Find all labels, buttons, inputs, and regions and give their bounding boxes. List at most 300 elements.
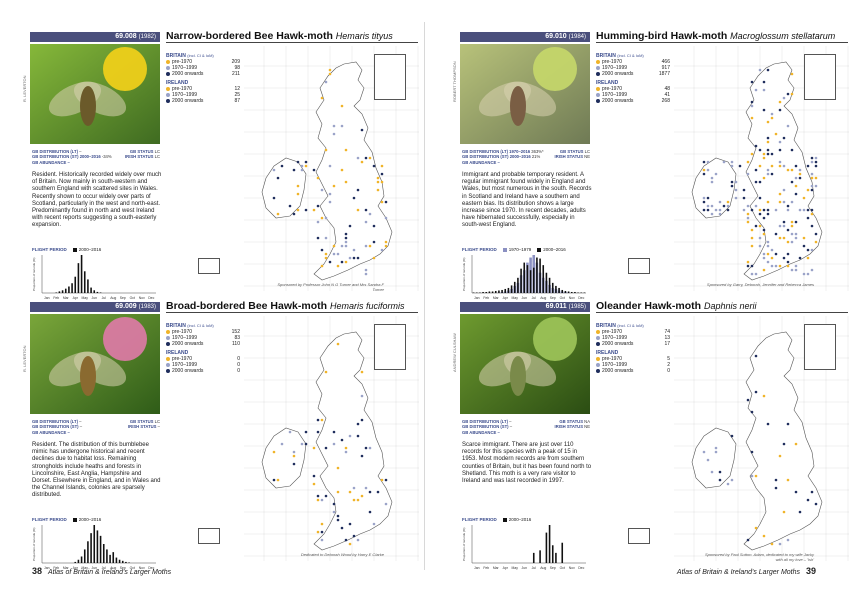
channel-islands-inset (198, 528, 220, 544)
record-dot (755, 355, 758, 358)
record-dot (807, 499, 810, 502)
flight-bar (100, 292, 102, 293)
legend-dot (166, 72, 170, 76)
flight-bar (87, 279, 89, 293)
record-dot (767, 141, 770, 144)
ireland-rows (596, 86, 676, 104)
record-dot (811, 269, 814, 272)
record-dot (381, 181, 384, 184)
record-dot (333, 133, 336, 136)
month-tick-label: May (81, 296, 88, 300)
record-dot (361, 129, 364, 132)
record-dot (783, 237, 786, 240)
record-dot (329, 201, 332, 204)
record-dot (815, 185, 818, 188)
moth-illustration (30, 44, 160, 144)
record-dot (365, 487, 368, 490)
record-dot (791, 221, 794, 224)
flight-bar (508, 288, 510, 293)
ireland-rows (596, 356, 676, 374)
record-dot (755, 273, 758, 276)
record-dot (759, 69, 762, 72)
species-title (166, 30, 393, 42)
record-dot (357, 157, 360, 160)
record-dot (719, 209, 722, 212)
record-dot (329, 193, 332, 196)
record-dot (791, 233, 794, 236)
record-dot (779, 543, 782, 546)
record-dot (723, 161, 726, 164)
flight-period-chart: FLIGHT PERIOD 2000–2016 Proportion of records (%) Jan Feb Mar Apr May Jun Jul Aug Sep Oct Nov Dec (462, 517, 585, 570)
record-dot (807, 189, 810, 192)
record-dot (353, 249, 356, 252)
moth-body (80, 356, 96, 396)
record-dot (329, 73, 332, 76)
record-dot (759, 209, 762, 212)
record-dot (779, 149, 782, 152)
month-tick-label: Jun (521, 296, 527, 300)
record-dot (763, 395, 766, 398)
record-dot (779, 237, 782, 240)
record-dot (731, 181, 734, 184)
record-dot (353, 535, 356, 538)
record-dot (799, 511, 802, 514)
record-dot (305, 431, 308, 434)
record-dot (341, 527, 344, 530)
footer-right (677, 566, 820, 576)
species-entry (452, 30, 850, 300)
record-dot (373, 225, 376, 228)
record-dot (369, 245, 372, 248)
record-dot (775, 253, 778, 256)
species-description: Resident. Historically recorded widely over much of Britain. Now mainly in south-western and southern England with scattered sites in Wales. Recently shown to occur widely over parts of Scotland, particularly in the west and north-east. Predominantly found in north and west Ireland with recent reports suggesting a south-easterly expansion. (32, 172, 162, 229)
record-dot (759, 245, 762, 248)
flight-bar (523, 263, 525, 293)
month-tick-label: May (511, 566, 518, 570)
record-counts (166, 320, 246, 374)
record-dot (297, 193, 300, 196)
shetland-inset (374, 324, 406, 370)
record-dot (795, 185, 798, 188)
record-dot (807, 249, 810, 252)
month-tick-label: Jan (44, 296, 50, 300)
record-dot (365, 157, 368, 160)
record-dot (333, 245, 336, 248)
record-dot (751, 209, 754, 212)
record-dot (341, 245, 344, 248)
record-dot (349, 435, 352, 438)
record-dot (293, 213, 296, 216)
record-dot (759, 197, 762, 200)
record-dot (767, 213, 770, 216)
record-dot (767, 201, 770, 204)
legend-dot (166, 342, 170, 346)
record-dot (703, 197, 706, 200)
count-row: 1970–1999 98 (166, 65, 246, 71)
shetland-inset (804, 324, 836, 370)
record-dot (381, 249, 384, 252)
month-tick-label: Nov (138, 296, 145, 300)
record-dot (377, 491, 380, 494)
flight-bar (542, 265, 544, 293)
record-dot (305, 209, 308, 212)
record-dot (751, 153, 754, 156)
record-dot (751, 81, 754, 84)
record-dot (795, 177, 798, 180)
record-dot (325, 237, 328, 240)
month-tick-label: Jun (91, 566, 97, 570)
legend-dot (596, 87, 600, 91)
photo-credit: ANDREW CULSHAW (452, 333, 457, 372)
record-dot (763, 209, 766, 212)
flight-bar (555, 553, 557, 563)
month-tick-label: Aug (540, 296, 547, 300)
record-dot (345, 241, 348, 244)
record-dot (767, 245, 770, 248)
legend-dot (596, 357, 600, 361)
species-title (166, 300, 404, 312)
record-dot (787, 479, 790, 482)
flight-bar (78, 560, 80, 563)
sponsor-credit: Dedicated to Deborah Wood by Harry E Clarke (300, 552, 384, 557)
month-tick-label: Oct (559, 296, 565, 300)
book-title: Atlas of Britain & Ireland's Larger Moths (47, 569, 172, 576)
flight-bar (504, 289, 506, 293)
britain-header: BRITAIN (incl. CI & IoM) (166, 323, 214, 329)
record-dot (357, 539, 360, 542)
record-dot (815, 165, 818, 168)
flight-bar (546, 533, 548, 563)
record-dot (341, 439, 344, 442)
ireland-header: IRELAND (596, 350, 619, 356)
legend-dot (596, 60, 600, 64)
status-block: GB DISTRIBUTION (LT) 1970–2016 363%* GB STATUS LC GB DISTRIBUTION (ST) 2000–2016 21% IRISH STATUS NE GB ABUNDANCE – (462, 149, 590, 165)
record-dot (763, 229, 766, 232)
record-dot (313, 447, 316, 450)
month-tick-label: Apr (502, 566, 508, 570)
record-dot (751, 273, 754, 276)
record-dot (703, 169, 706, 172)
record-dot (811, 213, 814, 216)
record-dot (293, 451, 296, 454)
record-dot (321, 419, 324, 422)
record-dot (277, 213, 280, 216)
record-dot (763, 157, 766, 160)
record-dot (791, 225, 794, 228)
flight-period-chart: FLIGHT PERIOD 2000–2016 Proportion of records (%) Jan Feb Mar Apr May Jun Jul Aug Sep Oct Nov Dec (32, 517, 155, 570)
record-dot (779, 193, 782, 196)
record-dot (787, 93, 790, 96)
flight-bar (520, 269, 522, 293)
sponsor-credit: Sponsored by Paul Sutton. Adam, dedicated to my wife Jacky with all my love – 'Ish' (704, 552, 814, 562)
legend-dot (596, 66, 600, 70)
record-dot (791, 169, 794, 172)
flight-bar (93, 525, 95, 563)
record-dot (301, 169, 304, 172)
record-dot (795, 237, 798, 240)
record-dot (767, 121, 770, 124)
record-dot (751, 245, 754, 248)
record-dot (321, 499, 324, 502)
month-tick-label: Nov (568, 296, 575, 300)
record-dot (357, 423, 360, 426)
title-rule (596, 312, 848, 313)
record-dot (353, 499, 356, 502)
record-dot (759, 237, 762, 240)
record-dot (759, 225, 762, 228)
flight-bar (514, 282, 516, 293)
month-tick-label: Feb (483, 296, 490, 300)
record-dot (759, 149, 762, 152)
record-dot (803, 273, 806, 276)
record-dot (767, 149, 770, 152)
flight-bar (561, 543, 563, 563)
record-dot (715, 173, 718, 176)
species-description: Resident. The distribution of this bumblebee mimic has undergone historical and recent declines due to habitat loss. Remaining strongholds include heaths and forests in Lincolnshire, East Anglia, Hampshire and Dorset. Elsewhere in England, and in Wales and the Channel Islands, colonies are sparsely distributed. (32, 442, 161, 499)
record-dot (727, 205, 730, 208)
record-dot (811, 185, 814, 188)
record-dot (361, 161, 364, 164)
flight-bar (97, 292, 99, 293)
record-dot (747, 539, 750, 542)
month-tick-label: Feb (53, 296, 60, 300)
record-dot (751, 229, 754, 232)
ireland-header: IRELAND (596, 80, 619, 86)
flight-bar (65, 289, 67, 293)
flight-bar (527, 265, 529, 293)
record-dot (803, 245, 806, 248)
record-dot (365, 245, 368, 248)
month-tick-label: Jan (474, 566, 480, 570)
record-counts (596, 50, 676, 104)
britain-rows (596, 59, 676, 77)
record-dot (381, 479, 384, 482)
photo-credit: ROBERT THOMPSON (452, 61, 457, 102)
record-dot (349, 257, 352, 260)
record-dot (301, 443, 304, 446)
record-dot (385, 217, 388, 220)
flight-bar (128, 562, 130, 563)
record-dot (273, 169, 276, 172)
record-dot (313, 475, 316, 478)
record-dot (345, 447, 348, 450)
record-dot (751, 265, 754, 268)
count-row: 1970–1999 13 (596, 335, 676, 341)
month-tick-label: Jul (531, 566, 536, 570)
record-dot (349, 225, 352, 228)
record-dot (377, 181, 380, 184)
record-dot (795, 165, 798, 168)
flight-bar (81, 255, 83, 293)
count-row: 2000 onwards 0 (596, 368, 676, 374)
record-dot (305, 161, 308, 164)
flight-bar (577, 292, 579, 293)
record-dot (763, 89, 766, 92)
ireland-outline (262, 428, 306, 488)
flight-bar (122, 561, 124, 563)
record-dot (345, 261, 348, 264)
record-dot (779, 101, 782, 104)
flower (103, 317, 147, 361)
record-dot (731, 165, 734, 168)
record-dot (771, 265, 774, 268)
record-dot (369, 511, 372, 514)
record-dot (791, 181, 794, 184)
record-dot (349, 543, 352, 546)
record-dot (763, 233, 766, 236)
flight-bar (555, 286, 557, 293)
record-dot (763, 81, 766, 84)
record-dot (703, 173, 706, 176)
record-dot (707, 169, 710, 172)
record-dot (775, 265, 778, 268)
record-dot (703, 161, 706, 164)
record-dot (751, 475, 754, 478)
flight-bar (517, 278, 519, 293)
record-dot (329, 165, 332, 168)
latin-name: Daphnis nerii (703, 301, 757, 311)
britain-header: BRITAIN (incl. CI & IoM) (596, 323, 644, 329)
record-dot (357, 257, 360, 260)
flight-bar (536, 258, 538, 293)
record-dot (731, 435, 734, 438)
month-tick-label: Feb (483, 566, 490, 570)
flight-bar (539, 550, 541, 563)
month-tick-label: Aug (110, 296, 117, 300)
record-dot (321, 189, 324, 192)
record-dot (289, 205, 292, 208)
record-dot (369, 157, 372, 160)
flight-bar (119, 560, 121, 563)
record-dot (751, 451, 754, 454)
flight-bar (78, 263, 80, 293)
legend-dot (596, 93, 600, 97)
flight-bar (511, 285, 513, 293)
month-tick-label: Jun (521, 566, 527, 570)
legend-dot (596, 336, 600, 340)
page-number: 38 (32, 566, 43, 576)
ireland-outline (692, 158, 736, 218)
latin-name: Hemaris tityus (335, 31, 393, 41)
record-dot (353, 257, 356, 260)
record-dot (703, 451, 706, 454)
flight-bar (539, 259, 541, 293)
record-dot (723, 205, 726, 208)
month-tick-label: Jan (474, 296, 480, 300)
record-dot (807, 217, 810, 220)
record-dot (707, 209, 710, 212)
flight-period-chart: FLIGHT PERIOD 2000–2016 Proportion of records (%) Jan Feb Mar Apr May Jun Jul Aug Sep Oct Nov Dec (32, 247, 155, 300)
record-dot (273, 451, 276, 454)
flight-bar (571, 292, 573, 293)
record-dot (787, 205, 790, 208)
record-dot (767, 169, 770, 172)
ireland-outline (262, 158, 306, 218)
record-dot (325, 217, 328, 220)
record-dot (783, 97, 786, 100)
record-dot (321, 97, 324, 100)
record-dot (783, 201, 786, 204)
britain-rows (166, 329, 246, 347)
record-dot (787, 169, 790, 172)
record-dot (321, 249, 324, 252)
count-row: pre-1970 209 (166, 59, 246, 65)
record-dot (731, 161, 734, 164)
record-dot (767, 241, 770, 244)
moth-body (510, 356, 526, 396)
count-row: 2000 onwards 17 (596, 341, 676, 347)
record-dot (715, 209, 718, 212)
y-axis-label: Proportion of records (%) (32, 257, 36, 291)
flight-bar (87, 541, 89, 563)
record-dot (329, 261, 332, 264)
record-dot (775, 133, 778, 136)
ireland-rows (166, 356, 246, 374)
moth-body (510, 86, 526, 126)
record-dot (313, 483, 316, 486)
record-dot (795, 269, 798, 272)
record-dot (795, 491, 798, 494)
distribution-map (244, 46, 419, 291)
record-dot (803, 209, 806, 212)
common-name: Humming-bird Hawk-moth (596, 30, 728, 42)
record-dot (807, 257, 810, 260)
record-dot (369, 447, 372, 450)
flight-bar (90, 288, 92, 293)
record-dot (747, 221, 750, 224)
count-row: pre-1970 0 (166, 356, 246, 362)
record-dot (337, 491, 340, 494)
record-dot (731, 479, 734, 482)
record-dot (317, 495, 320, 498)
record-dot (783, 189, 786, 192)
flower (533, 47, 577, 91)
record-dot (795, 221, 798, 224)
record-dot (321, 217, 324, 220)
count-row: 2000 onwards 211 (166, 71, 246, 77)
record-dot (341, 169, 344, 172)
record-dot (293, 463, 296, 466)
month-tick-label: Nov (138, 566, 145, 570)
latin-name: Macroglossum stellatarum (730, 31, 836, 41)
record-dot (811, 225, 814, 228)
record-dot (787, 241, 790, 244)
flight-bar (479, 292, 481, 293)
record-dot (755, 169, 758, 172)
flower (533, 317, 577, 361)
record-dot (333, 443, 336, 446)
record-dot (333, 431, 336, 434)
count-row: 2000 onwards 268 (596, 98, 676, 104)
month-tick-label: Feb (53, 566, 60, 570)
record-dot (779, 165, 782, 168)
record-dot (353, 487, 356, 490)
month-tick-label: Sep (119, 296, 126, 300)
y-axis-label: Proportion of records (%) (462, 257, 466, 291)
month-tick-label: Jul (101, 296, 106, 300)
status-block: GB DISTRIBUTION (LT) – GB STATUS LC GB DISTRIBUTION (ST) 2000–2016 -34% IRISH STATUS LC GB ABUNDANCE – (32, 149, 160, 165)
record-dot (787, 209, 790, 212)
record-dot (791, 149, 794, 152)
flight-bar (489, 291, 491, 293)
count-row: 1970–1999 917 (596, 65, 676, 71)
legend-dot (166, 66, 170, 70)
month-tick-label: Dec (148, 296, 155, 300)
record-dot (703, 209, 706, 212)
record-dot (747, 265, 750, 268)
record-dot (345, 233, 348, 236)
flight-bar (492, 291, 494, 293)
